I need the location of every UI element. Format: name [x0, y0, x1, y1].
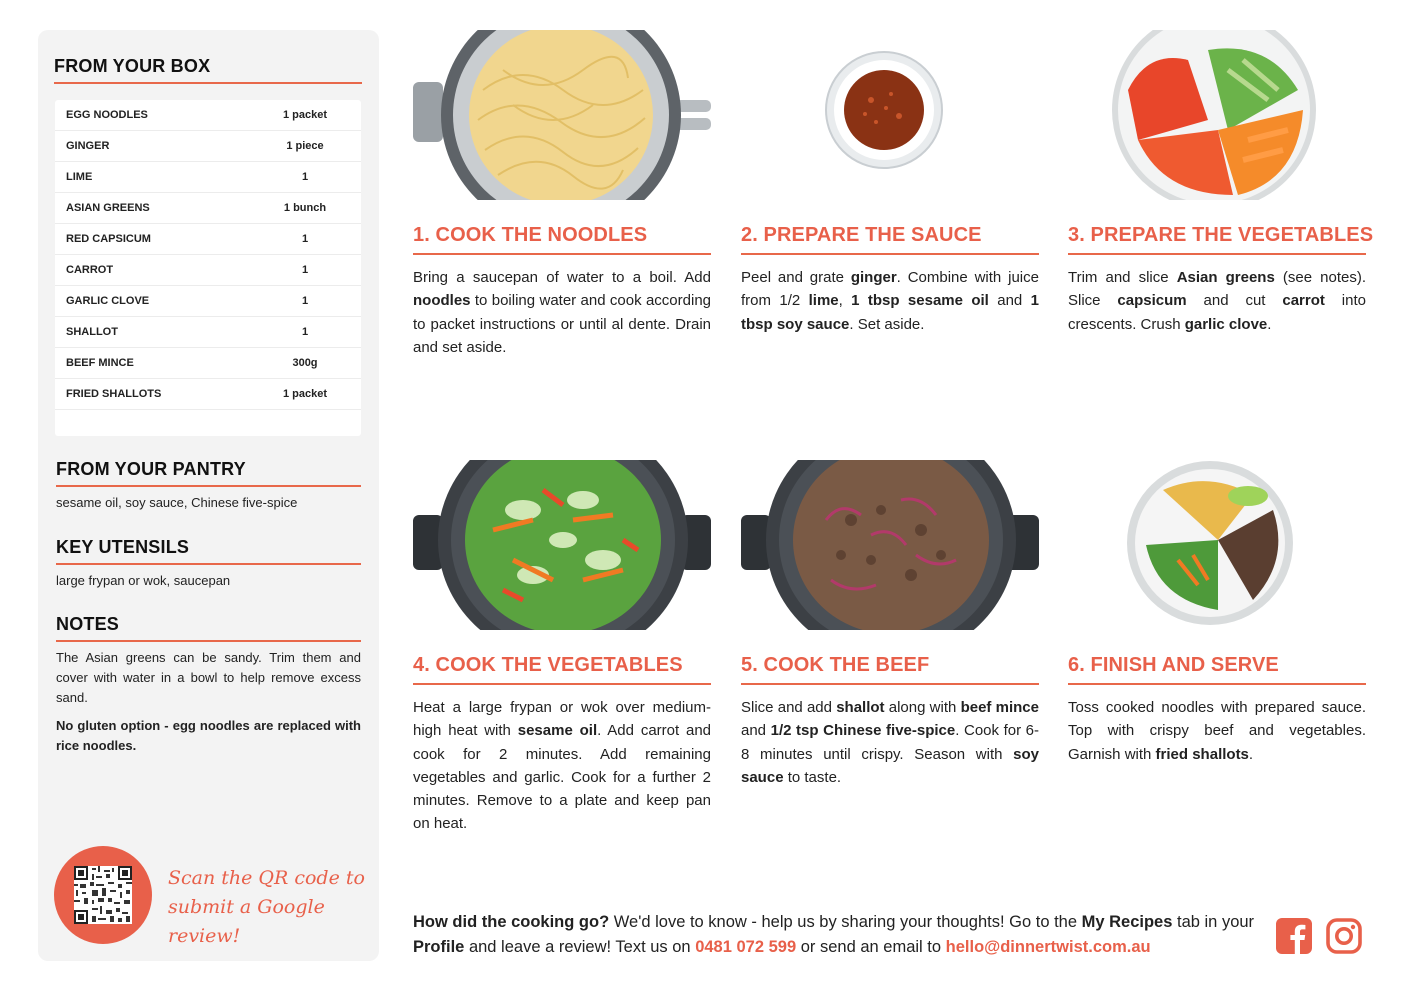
- utensils-text: large frypan or wok, saucepan: [56, 573, 231, 588]
- review-question: How did the cooking go?: [413, 913, 610, 931]
- instruction-text: . Combine with juice from 1/2: [741, 269, 1039, 310]
- ingredient-row: [55, 162, 361, 193]
- step-1-body: [413, 266, 711, 359]
- ingredient-row: [55, 286, 361, 317]
- instruction-text: Trim and slice: [1068, 269, 1177, 286]
- noodles-pot-image: [413, 30, 711, 200]
- ingredient-name: SHALLOT: [66, 326, 118, 338]
- ingredient-row: [55, 348, 361, 379]
- ingredient-highlight: fried shallots: [1155, 745, 1249, 763]
- ingredient-highlight: Asian greens: [1176, 269, 1275, 286]
- instruction-text: ,: [838, 292, 852, 310]
- review-prompt: [413, 910, 1263, 960]
- beef-wok-image: [741, 460, 1039, 630]
- instruction-text: to taste.: [783, 768, 842, 786]
- vegetables-bowl-image: [1068, 30, 1366, 200]
- ingredient-name: GARLIC CLOVE: [66, 295, 150, 307]
- ingredient-highlight: soy sauce: [741, 745, 1039, 786]
- instruction-text: (see notes). Slice: [1068, 269, 1366, 310]
- box-title: FROM YOUR BOX: [54, 56, 211, 76]
- ingredient-highlight: lime: [808, 292, 839, 310]
- facebook-icon[interactable]: [1276, 918, 1312, 954]
- profile-link[interactable]: Profile: [413, 938, 465, 956]
- ingredient-row: [55, 193, 361, 224]
- ingredient-highlight: 1 tbsp sesame oil: [851, 292, 989, 310]
- ingredient-qty: 1: [301, 171, 309, 183]
- ingredient-table: [55, 100, 361, 436]
- ingredient-qty: 1: [301, 295, 309, 307]
- ingredient-qty: 1 piece: [286, 140, 324, 152]
- ingredient-qty: 1 packet: [282, 109, 328, 121]
- review-text-2: tab in your: [1172, 913, 1255, 931]
- ingredient-name: ASIAN GREENS: [66, 202, 150, 214]
- notes-title: NOTES: [56, 614, 120, 634]
- instruction-text: Peel and grate: [741, 269, 851, 286]
- ingredient-highlight: capsicum: [1117, 292, 1187, 310]
- ingredient-name: LIME: [66, 171, 93, 183]
- finished-bowl-image: [1068, 460, 1366, 630]
- instruction-text: Toss cooked noodles with prepared sauce. Top with crispy beef and vegetables. Garnish with: [1068, 699, 1366, 763]
- utensils-title: KEY UTENSILS: [56, 537, 190, 557]
- ingredient-name: BEEF MINCE: [66, 357, 134, 369]
- ingredient-row: [55, 131, 361, 162]
- ingredient-highlight: garlic clove: [1184, 315, 1268, 333]
- review-text-4: or send an email to: [796, 938, 946, 956]
- step-5-body: [741, 696, 1039, 789]
- pantry-text: sesame oil, soy sauce, Chinese five-spice: [56, 495, 298, 510]
- ingredient-highlight: carrot: [1282, 292, 1325, 310]
- ingredient-name: CARROT: [66, 264, 114, 276]
- qr-caption: [168, 864, 379, 951]
- ingredient-name: RED CAPSICUM: [66, 233, 151, 245]
- email-link[interactable]: hello@dinnertwist.com.au: [945, 938, 1151, 956]
- my-recipes-link[interactable]: My Recipes: [1081, 913, 1173, 931]
- instruction-text: Heat a large frypan or wok over medium-high heat with: [413, 699, 711, 740]
- step-3-body: [1068, 266, 1366, 336]
- ingredient-qty: 300g: [292, 357, 318, 369]
- notes-text: The Asian greens can be sandy. Trim them and cover with water in a bowl to help remove excess sand.: [56, 650, 361, 705]
- instruction-text: . Add carrot and cook for 2 minutes. Add remaining vegetables and garlic. Cook for a further 2 minutes. Remove to a plate and keep pan on heat.: [413, 722, 712, 833]
- step-4-body: [413, 696, 711, 836]
- ingredient-row: [55, 255, 361, 286]
- instruction-text: and: [988, 292, 1031, 310]
- pantry-rule: [56, 485, 361, 487]
- ingredient-row: [55, 224, 361, 255]
- qr-code-badge[interactable]: [54, 846, 152, 944]
- ingredient-qty: 1: [301, 233, 309, 245]
- ingredient-name: GINGER: [66, 140, 110, 152]
- pantry-title: FROM YOUR PANTRY: [56, 459, 246, 479]
- ingredient-qty: 1 bunch: [283, 202, 327, 214]
- sauce-bowl-image: [741, 30, 1039, 200]
- vegetables-wok-image: [413, 460, 711, 630]
- review-text-1: We'd love to know - help us by sharing your thoughts! Go to the: [609, 913, 1082, 931]
- step-3-title: 3. PREPARE THE VEGETABLES: [1068, 224, 1366, 255]
- step-6-body: [1068, 696, 1366, 766]
- step-5-title: 5. COOK THE BEEF: [741, 654, 1039, 685]
- ingredient-highlight: shallot: [836, 699, 885, 716]
- ingredient-highlight: 1 tbsp soy sauce: [741, 292, 1039, 333]
- instruction-text: .: [1248, 745, 1254, 763]
- ingredient-name: FRIED SHALLOTS: [66, 388, 162, 400]
- instruction-text: Slice and add: [741, 699, 837, 716]
- ingredient-row: [55, 100, 361, 131]
- instruction-text: and cut: [1186, 292, 1283, 310]
- phone-link[interactable]: 0481 072 599: [695, 938, 797, 956]
- ingredient-highlight: sesame oil: [517, 722, 598, 740]
- instruction-text: . Set aside.: [849, 315, 925, 333]
- instagram-icon[interactable]: [1326, 918, 1362, 954]
- box-title-rule: [54, 82, 362, 84]
- ingredient-row: [55, 379, 361, 410]
- ingredient-qty: 1: [301, 326, 309, 338]
- ingredient-qty: 1: [301, 264, 309, 276]
- sidebar: [38, 30, 379, 961]
- instruction-text: . Cook for 6-8 minutes until crispy. Season with: [741, 722, 1040, 763]
- qr-caption-line2: submit a Google review!: [168, 896, 325, 947]
- utensils-rule: [56, 563, 361, 565]
- instruction-text: .: [1267, 315, 1272, 333]
- qr-caption-line1: Scan the QR code to: [168, 867, 365, 889]
- instruction-text: along with: [884, 699, 961, 716]
- ingredient-highlight: 1/2 tsp Chinese five-spice: [770, 722, 956, 740]
- instruction-text: Bring a saucepan of water to a boil. Add: [413, 269, 711, 286]
- step-6-title: 6. FINISH AND SERVE: [1068, 654, 1366, 685]
- review-text-3: and leave a review! Text us on: [464, 938, 696, 956]
- step-1-title: 1. COOK THE NOODLES: [413, 224, 711, 255]
- instruction-text: into crescents. Crush: [1068, 292, 1366, 333]
- notes-rule: [56, 640, 361, 642]
- ingredient-highlight: ginger: [850, 269, 897, 286]
- step-4-title: 4. COOK THE VEGETABLES: [413, 654, 711, 685]
- ingredient-highlight: beef mince: [960, 699, 1039, 716]
- instruction-text: to boiling water and cook according to packet instructions or until al dente. Drain and set aside.: [413, 292, 711, 356]
- notes-gluten-option: No gluten option - egg noodles are replaced with rice noodles.: [56, 718, 361, 753]
- ingredient-name: EGG NOODLES: [66, 109, 148, 121]
- ingredient-qty: 1 packet: [282, 388, 328, 400]
- instruction-text: and: [741, 722, 771, 740]
- qr-code-icon: [74, 866, 132, 924]
- ingredient-row: [55, 317, 361, 348]
- ingredient-highlight: noodles: [413, 292, 471, 310]
- step-2-title: 2. PREPARE THE SAUCE: [741, 224, 1039, 255]
- step-2-body: [741, 266, 1039, 336]
